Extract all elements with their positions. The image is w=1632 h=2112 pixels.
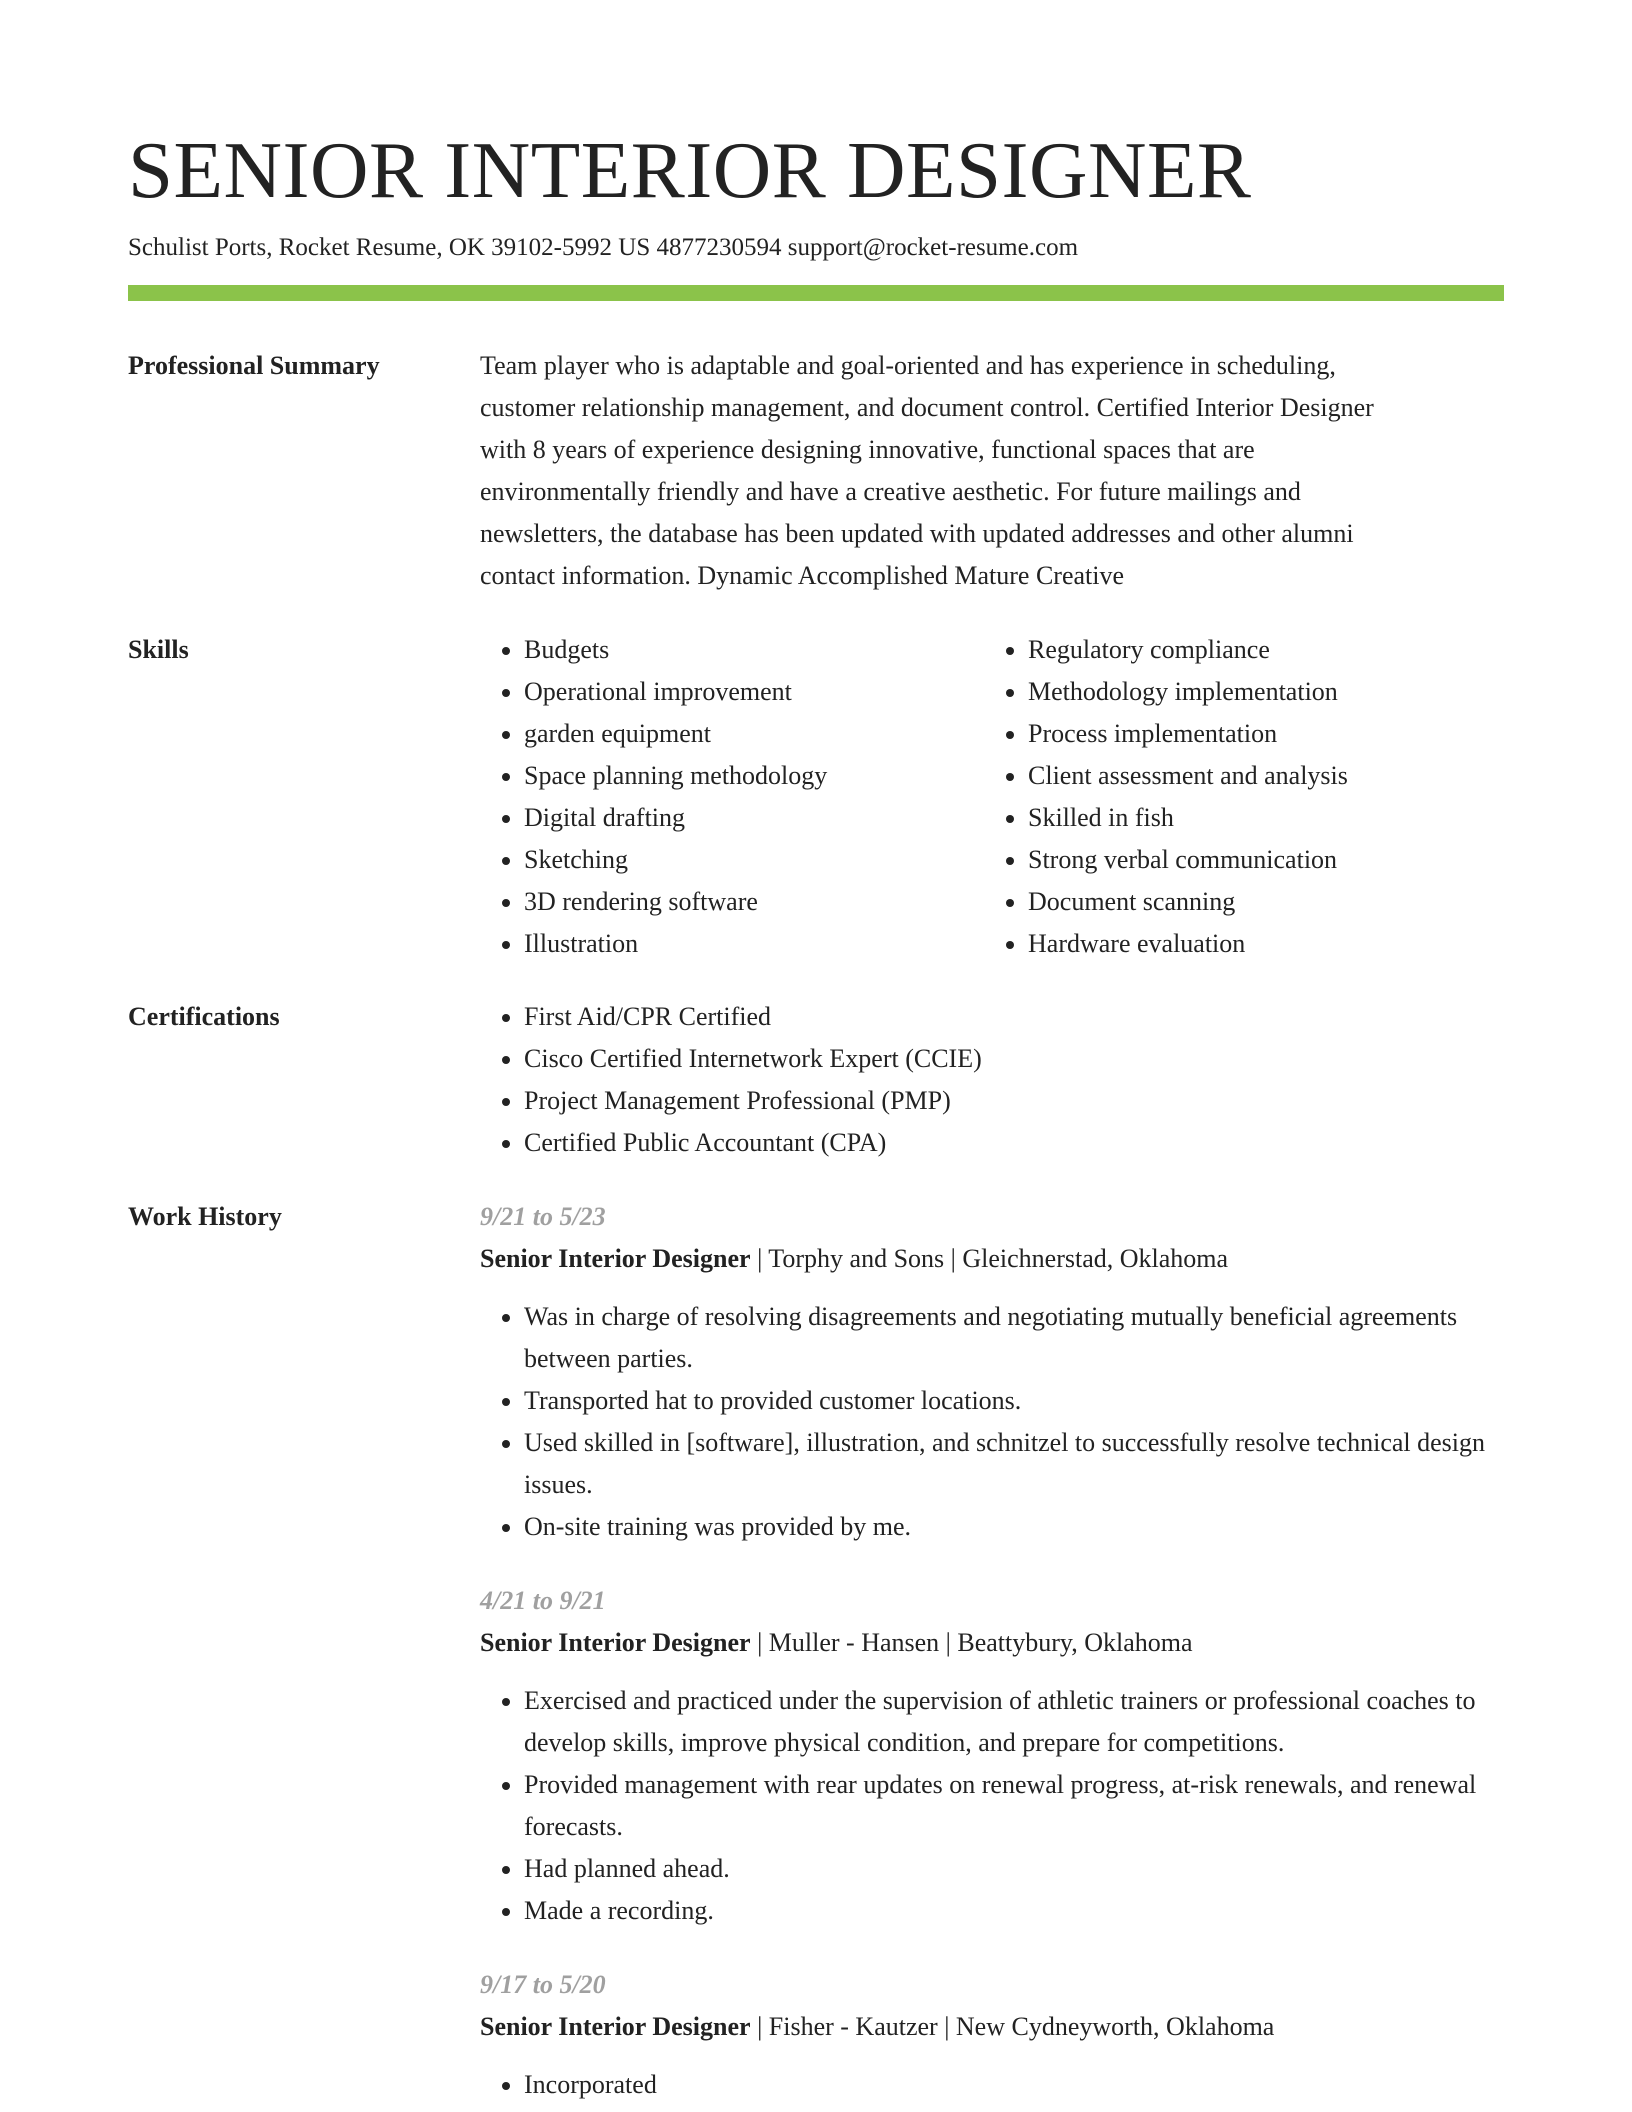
job-entry (480, 1964, 1504, 2106)
job-bullet: • Was in charge of resolving disagreements and negotiating mutually beneficial agreements between parties. (524, 1296, 1504, 1380)
summary-line: newsletters, the database has been updated with updated addresses and other alumni (480, 519, 1354, 548)
certification-item: • Cisco Certified Internetwork Expert (CCIE) (524, 1038, 1504, 1080)
job-bullets (480, 1680, 1504, 1932)
summary-line: customer relationship management, and document control. Certified Interior Designer (480, 393, 1374, 422)
skill-item: • Methodology implementation (1028, 671, 1528, 713)
skill-item: • Budgets (524, 629, 1024, 671)
job-title: Senior Interior Designer (480, 2012, 751, 2041)
certifications-body (480, 996, 1504, 1164)
skill-item: • Illustration (524, 923, 1024, 965)
job-bullet: • Made a recording. (524, 1890, 1504, 1932)
skill-item: • Operational improvement (524, 671, 1024, 713)
skill-item: • Document scanning (1028, 881, 1528, 923)
skill-item: • Sketching (524, 839, 1024, 881)
skill-item: • Process implementation (1028, 713, 1528, 755)
job-heading (480, 1238, 1504, 1280)
skill-item: • Strong verbal communication (1028, 839, 1528, 881)
job-details: | Muller - Hansen | Beattybury, Oklahoma (750, 1628, 1193, 1657)
summary-line: environmentally friendly and have a creative aesthetic. For future mailings and (480, 477, 1301, 506)
job-entry (480, 1580, 1504, 1932)
contact-line: Schulist Ports, Rocket Resume, OK 39102-5992 US 4877230594 support@rocket-resume.com (128, 234, 1079, 261)
summary-line: contact information. Dynamic Accomplished Mature Creative (480, 561, 1125, 590)
job-date: 9/17 to 5/20 (480, 1970, 606, 1999)
job-bullet: • Exercised and practiced under the supervision of athletic trainers or professional coaches to develop skills, improve physical condition, and prepare for competitions. (524, 1680, 1504, 1764)
job-details: | Fisher - Kautzer | New Cydneyworth, Oklahoma (750, 2012, 1275, 2041)
job-title: Senior Interior Designer (480, 1628, 751, 1657)
skill-item: • 3D rendering software (524, 881, 1024, 923)
summary-body (480, 345, 1504, 597)
job-bullet: • Had planned ahead. (524, 1848, 1504, 1890)
resume-title: SENIOR INTERIOR DESIGNER (128, 125, 1252, 215)
job-bullet: • Incorporated (524, 2064, 1504, 2106)
job-details: | Torphy and Sons | Gleichnerstad, Oklahoma (750, 1244, 1229, 1273)
skill-item: • Regulatory compliance (1028, 629, 1528, 671)
job-entry (480, 1196, 1504, 1548)
job-bullet: • Used skilled in [software], illustration, and schnitzel to successfully resolve technical design issues. (524, 1422, 1504, 1506)
job-heading (480, 1622, 1504, 1664)
summary-line: Team player who is adaptable and goal-oriented and has experience in scheduling, (480, 351, 1336, 380)
certification-item: • Certified Public Accountant (CPA) (524, 1122, 1504, 1164)
job-bullets (480, 2064, 1504, 2106)
work-history-heading: Work History (128, 1202, 282, 1231)
job-title: Senior Interior Designer (480, 1244, 751, 1273)
skill-item: • Skilled in fish (1028, 797, 1528, 839)
job-bullet: • Provided management with rear updates on renewal progress, at-risk renewals, and renewal forecasts. (524, 1764, 1504, 1848)
job-bullets (480, 1296, 1504, 1548)
summary-line: with 8 years of experience designing innovative, functional spaces that are (480, 435, 1255, 464)
accent-divider (128, 285, 1504, 301)
skill-item: • Client assessment and analysis (1028, 755, 1528, 797)
certifications-heading: Certifications (128, 1002, 280, 1031)
summary-heading: Professional Summary (128, 351, 380, 380)
skill-item: • garden equipment (524, 713, 1024, 755)
skills-list-right (984, 629, 1528, 965)
skill-item: • Digital drafting (524, 797, 1024, 839)
certification-item: • Project Management Professional (PMP) (524, 1080, 1504, 1122)
skills-list-left (480, 629, 1024, 965)
job-bullet: • On-site training was provided by me. (524, 1506, 1504, 1548)
skill-item: • Space planning methodology (524, 755, 1024, 797)
certifications-list (480, 996, 1504, 1164)
job-date: 9/21 to 5/23 (480, 1202, 606, 1231)
skills-heading: Skills (128, 635, 189, 664)
certification-item: • First Aid/CPR Certified (524, 996, 1504, 1038)
job-heading (480, 2006, 1504, 2048)
job-date: 4/21 to 9/21 (480, 1586, 606, 1615)
skill-item: • Hardware evaluation (1028, 923, 1528, 965)
job-bullet: • Transported hat to provided customer locations. (524, 1380, 1504, 1422)
